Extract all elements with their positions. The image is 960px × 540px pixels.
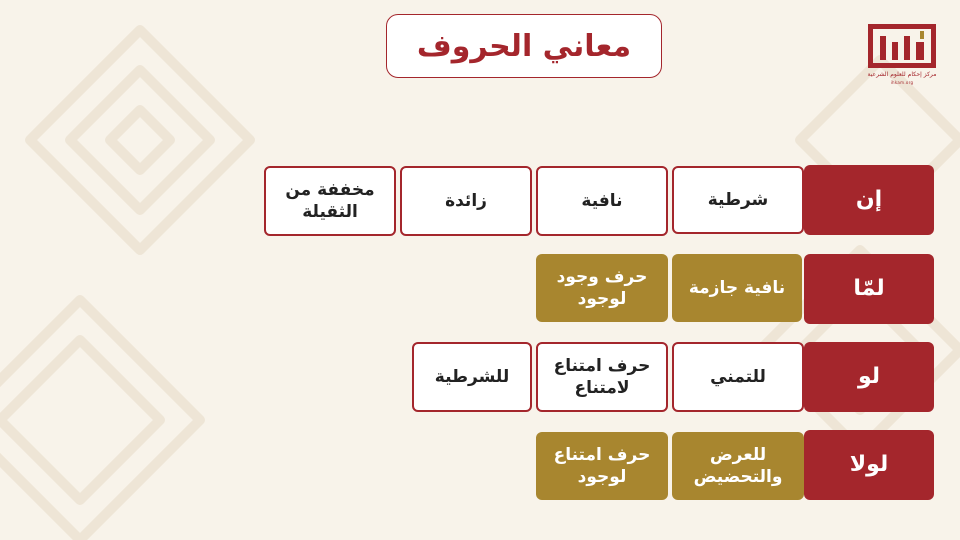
row-letter-in: إن: [804, 165, 934, 235]
meaning-law-conditional: للشرطية: [412, 342, 532, 412]
meaning-lamma-existence: حرف وجود لوجود: [536, 254, 668, 322]
meaning-lawla-impossibility: حرف امتناع لوجود: [536, 432, 668, 500]
meaning-lawla-offer: للعرض والتحضيض: [672, 432, 804, 500]
logo-mark-icon: [866, 22, 938, 70]
page-title-box: [386, 14, 662, 78]
logo-tagline: ihkam.org: [890, 80, 914, 85]
row-letter-lawla: لولا: [804, 430, 934, 500]
row-letter-lamma: لمّا: [804, 254, 934, 324]
meaning-in-extra: زائدة: [400, 166, 532, 236]
logo-subtitle: مركز إحكام للعلوم الشرعية: [867, 71, 937, 78]
meaning-in-lightened: مخففة من الثقيلة: [264, 166, 396, 236]
meaning-law-wish: للتمني: [672, 342, 804, 412]
page-title: معاني الحروف: [416, 28, 632, 64]
meaning-law-impossibility: حرف امتناع لامتناع: [536, 342, 668, 412]
meaning-in-negative: نافية: [536, 166, 668, 236]
meaning-lamma-negative-jussive: نافية جازمة: [672, 254, 802, 322]
meaning-in-conditional: شرطية: [672, 166, 804, 234]
row-letter-law: لو: [804, 342, 934, 412]
logo: [866, 22, 938, 90]
